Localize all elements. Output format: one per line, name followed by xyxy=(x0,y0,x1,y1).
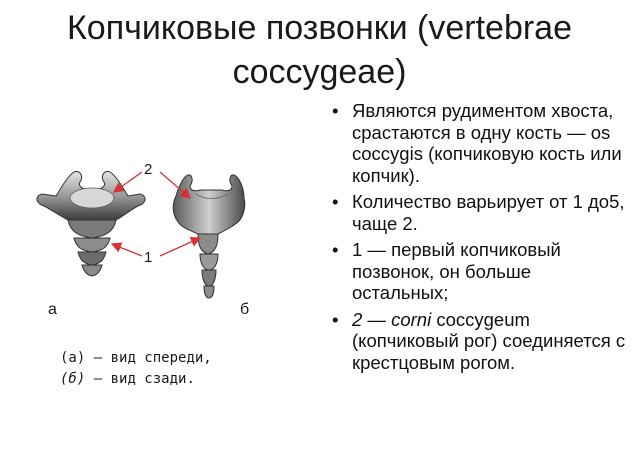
arrow-1-back xyxy=(160,238,200,256)
bullet-item-count: • Количество варьирует от 1 до5, чаще 2. xyxy=(330,191,630,234)
bullet-item-first-vertebra: • 1 — первый копчиковый позвонок, он больше остальных; xyxy=(330,239,630,304)
caption-text-back: — вид сзади. xyxy=(85,371,195,387)
view-label-a: а xyxy=(48,301,57,318)
bullet-cornu-rest: coccygeum (копчиковый рог) соединяется с крестцовым рогом. xyxy=(352,308,626,373)
figure-caption xyxy=(60,348,212,390)
bullet-item-rudiment: • Являются рудиментом хвоста, срастаются в одну кость — os coccygis (копчиковую кость или копчик). xyxy=(330,100,630,186)
caption-marker-b: (б) xyxy=(60,371,86,387)
caption-line-front xyxy=(60,348,212,369)
coccyx-front-view xyxy=(37,172,145,276)
title-line-1: Копчиковые позвонки (vertebrae xyxy=(66,9,573,47)
bullet-list xyxy=(330,100,630,378)
caption-text-front: — вид спереди, xyxy=(85,350,212,366)
bullet-item-cornu xyxy=(330,309,630,374)
slide-title xyxy=(0,6,639,94)
bullet-cornu-number: 2 xyxy=(352,308,363,330)
callout-2-label: 2 xyxy=(144,161,153,178)
coccyx-drawing xyxy=(22,150,282,325)
coccyx-illustration xyxy=(22,150,282,325)
caption-line-back xyxy=(60,369,212,390)
callout-1-label: 1 xyxy=(144,249,153,266)
bullet-cornu-dash: — xyxy=(362,308,392,330)
caption-marker-a: (а) xyxy=(60,350,86,366)
arrow-1-front xyxy=(112,244,142,256)
title-line-2: coccygeae) xyxy=(232,53,407,91)
view-label-b: б xyxy=(240,301,250,318)
bullet-cornu-term: corni xyxy=(391,308,432,330)
